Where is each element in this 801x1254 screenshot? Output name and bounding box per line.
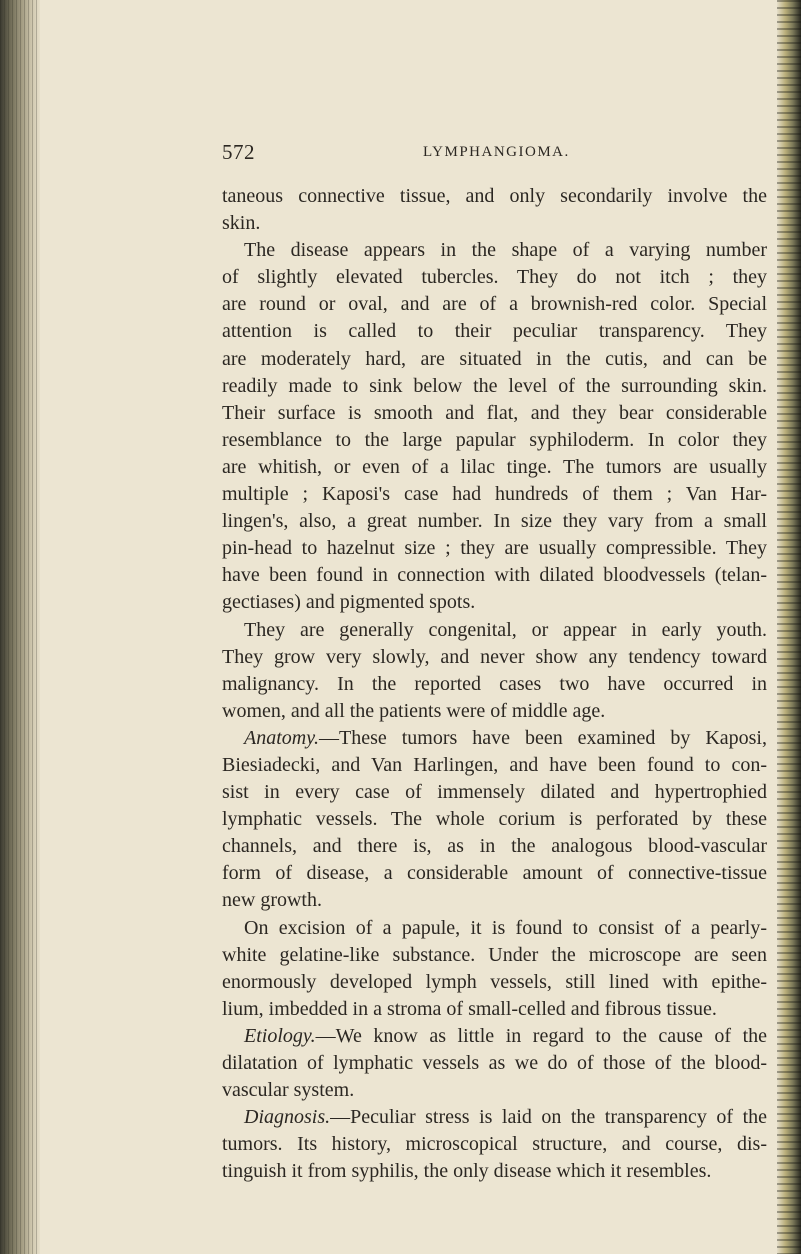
text-line: tumors. Its history, microscopical structure, and course, dis- (222, 1133, 767, 1156)
text-line: attention is called to their peculiar transparency. They (222, 320, 767, 343)
text-line: Their surface is smooth and flat, and they bear considerable (222, 401, 767, 424)
body-text (222, 183, 767, 1185)
text-line: skin. (222, 212, 261, 235)
text-line-rest: —These tumors have been examined by Kaposi, (319, 726, 767, 749)
text-line: enormously developed lymph vessels, still lined with epithe- (222, 970, 767, 993)
text-line: pin-head to hazelnut size ; they are usually compressible. They (222, 537, 767, 560)
text-line: malignancy. In the reported cases two have occurred in (222, 672, 767, 695)
page-header (222, 140, 742, 170)
page-edge (777, 0, 801, 1254)
text-line: lium, imbedded in a stroma of small-celled and fibrous tissue. (222, 997, 717, 1020)
text-line: of slightly elevated tubercles. They do not itch ; they (222, 266, 767, 289)
text-line: tinguish it from syphilis, the only disease which it resembles. (222, 1160, 712, 1183)
text-line: Biesiadecki, and Van Harlingen, and have been found to con- (222, 753, 767, 776)
anatomy-heading: Anatomy. (244, 726, 319, 749)
diagnosis-heading: Diagnosis. (244, 1106, 331, 1129)
text-line: multiple ; Kaposi's case had hundreds of them ; Van Har- (222, 483, 767, 506)
text-line: dilatation of lymphatic vessels as we do of those of the blood- (222, 1052, 767, 1074)
text-line: lymphatic vessels. The whole corium is perforated by these (222, 808, 767, 831)
text-line: have been found in connection with dilated bloodvessels (telan- (222, 564, 767, 587)
text-line (222, 725, 767, 752)
binding-gutter (0, 0, 40, 1254)
text-line: resemblance to the large papular syphiloderm. In color they (222, 428, 767, 451)
text-line-rest: —Peculiar stress is laid on the transparency of the (330, 1106, 767, 1129)
text-line: form of disease, a considerable amount of connective-tissue (222, 862, 767, 885)
text-line: white gelatine-like substance. Under the microscope are seen (222, 943, 767, 966)
text-line: are moderately hard, are situated in the cutis, and can be (222, 347, 767, 370)
text-line: The disease appears in the shape of a varying number (244, 239, 767, 262)
running-head: LYMPHANGIOMA. (423, 144, 570, 160)
text-line: They are generally congenital, or appear in early youth. (244, 618, 767, 641)
text-line: taneous connective tissue, and only secondarily involve the (222, 185, 767, 207)
text-line: sist in every case of immensely dilated and hypertrophied (222, 781, 767, 804)
text-line-rest: —We know as little in regard to the cause of the (315, 1024, 767, 1047)
text-line: lingen's, also, a great number. In size they vary from a small (222, 510, 767, 533)
text-line: vascular system. (222, 1079, 355, 1102)
text-line: women, and all the patients were of middle age. (222, 699, 606, 722)
text-line: channels, and there is, as in the analogous blood-vascular (222, 835, 767, 858)
etiology-heading: Etiology. (244, 1024, 316, 1047)
text-line: are round or oval, and are of a brownish-red color. Special (222, 293, 767, 316)
page-number: 572 (222, 140, 255, 164)
text-line: gectiases) and pigmented spots. (222, 591, 476, 614)
text-line (222, 1023, 767, 1050)
text-line (222, 1104, 767, 1131)
text-line: On excision of a papule, it is found to consist of a pearly- (244, 916, 767, 939)
text-line: readily made to sink below the level of the surrounding skin. (222, 374, 767, 397)
text-line: They grow very slowly, and never show any tendency toward (222, 645, 767, 668)
text-line: are whitish, or even of a lilac tinge. The tumors are usually (222, 455, 767, 478)
text-line: new growth. (222, 889, 322, 912)
